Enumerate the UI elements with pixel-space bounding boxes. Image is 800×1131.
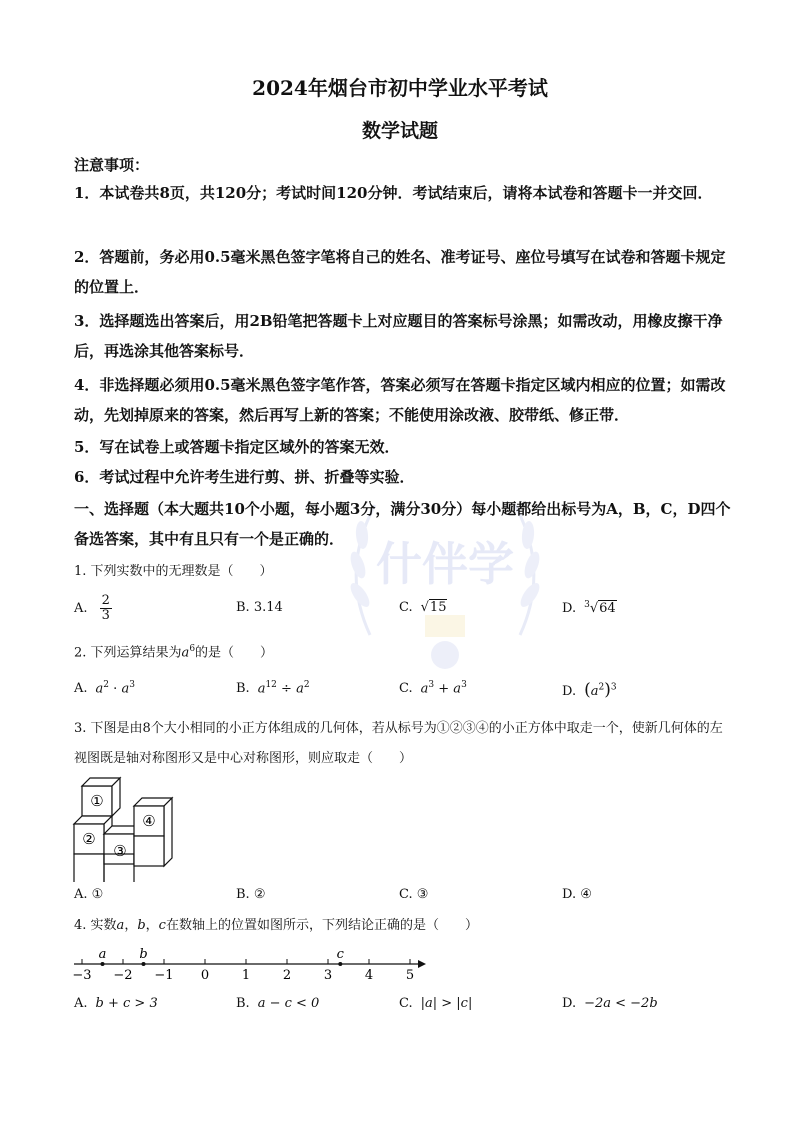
exam-subtitle: 数学试题: [361, 120, 438, 142]
option-c: C. |a| > |c|: [399, 996, 473, 1011]
point-a: [101, 962, 105, 966]
axis-tick-label: −2: [113, 968, 133, 983]
axis-tick-label: 0: [200, 968, 210, 983]
axis-tick-label: 4: [364, 968, 374, 983]
axis-tick-label: 1: [241, 968, 251, 983]
point-b: [142, 962, 146, 966]
cube-label-4: ④: [142, 812, 156, 830]
option-d: D. ④: [562, 887, 592, 902]
question-2-stem: 2. 下列运算结果为$a^6$的是（ ）: [74, 644, 274, 661]
note-item: 2．答题前，务必用0.5毫米黑色签字笔将自己的姓名、准考证号、座位号填写在试卷和答题卡规定的位置上．: [74, 248, 726, 296]
point-c: [338, 962, 342, 966]
option-d: D. −2a < −2b: [562, 996, 658, 1011]
option-a: A. b + c > 3: [74, 996, 158, 1011]
note-item: 5．写在试卷上或答题卡指定区域外的答案无效．: [74, 438, 400, 456]
option-b: B. 3.14: [236, 600, 283, 615]
question-1-stem: 1. 下列实数中的无理数是（ ）: [74, 564, 273, 579]
option-c: C. ③: [399, 887, 429, 902]
question-3-stem: 3. 下图是由8个大小相同的小正方体组成的几何体，若从标号为①②③④的小正方体中取走一个，使新几何体的左视图既是轴对称图形又是中心对称图形，则应取走（ ）: [74, 721, 723, 766]
question-2-options: [74, 680, 734, 706]
option-b: B. a − c < 0: [236, 996, 320, 1011]
number-line: [70, 940, 430, 990]
axis-tick-label: 3: [323, 968, 333, 983]
axis-tick-label: 5: [405, 968, 415, 983]
option-b: B. $a^{12} \div a^2$: [236, 680, 310, 697]
point-label-a: a: [98, 947, 107, 962]
section-heading: 一、选择题（本大题共10个小题，每小题3分，满分30分）每小题都给出标号为A，B，C，D四个备选答案，其中有且只有一个是正确的．: [74, 500, 731, 548]
option-a: A. $a^2 \cdot a^3$: [74, 680, 135, 697]
option-c: C. $a^3 + a^3$: [399, 680, 467, 697]
option-b: B. ②: [236, 887, 266, 902]
question-4-options: [74, 996, 734, 1022]
note-item: 1．本试卷共8页，共120分；考试时间120分钟．考试结束后，请将本试卷和答题卡一并交回．: [74, 184, 713, 202]
exam-title: 2024年烟台市初中学业水平考试: [252, 76, 548, 100]
note-item: 3．选择题选出答案后，用2B铅笔把答题卡上对应题目的答案标号涂黑；如需改动，用橡皮擦干净后，再选涂其他答案标号．: [74, 312, 723, 360]
cube-label-1: ①: [90, 792, 104, 810]
point-label-b: b: [139, 947, 148, 962]
option-c: C. √15: [399, 600, 447, 615]
question-3-options: [74, 887, 734, 913]
cube-label-3: ③: [113, 842, 127, 860]
option-a: A. ①: [74, 887, 104, 902]
notes-heading: 注意事项：: [74, 156, 150, 174]
watermark-text: 什伴学: [376, 537, 514, 591]
question-4-stem: 4. 实数a，b，c在数轴上的位置如图所示，下列结论正确的是（ ）: [74, 918, 478, 933]
axis-arrow: [418, 960, 426, 968]
axis-tick-label: −3: [72, 968, 92, 983]
question-1-options: [74, 593, 734, 623]
note-item: 4．非选择题必须用0.5毫米黑色签字笔作答，答案必须写在答题卡指定区域内相应的位置；如需改动，先划掉原来的答案，然后再写上新的答案；不能使用涂改液、胶带纸、修正带．: [74, 376, 726, 424]
axis-tick-label: −1: [154, 968, 174, 983]
option-a: A. $\frac{2}{3}$: [74, 593, 110, 623]
axis-tick-label: 2: [282, 968, 292, 983]
option-d: D. $(a^2)^3$: [562, 680, 617, 700]
point-label-c: c: [336, 947, 344, 962]
note-item: 6．考试过程中允许考生进行剪、拼、折叠等实验．: [74, 468, 415, 486]
fraction: $\frac{2}{3}$: [101, 593, 110, 623]
cube-figure: [70, 772, 180, 882]
option-d: D. $^3$√64: [562, 600, 616, 617]
cube-label-2: ②: [82, 830, 96, 848]
